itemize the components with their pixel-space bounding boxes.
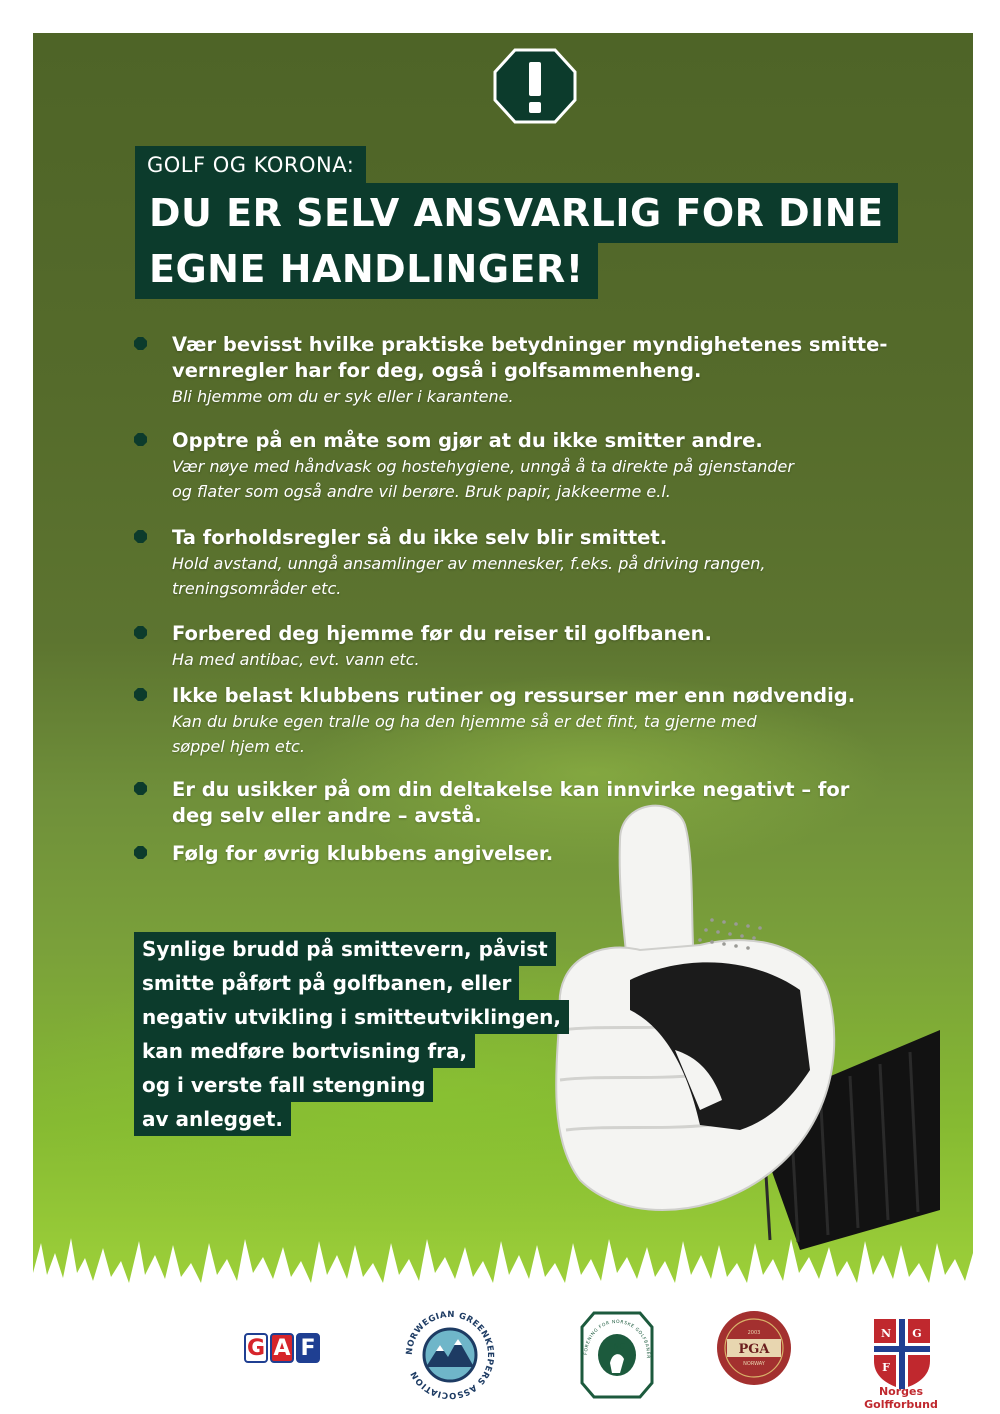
callout-line: kan medføre bortvisning fra, — [134, 1034, 475, 1068]
callout-line: smitte påført på golfbanen, eller — [134, 966, 519, 1000]
ngf-name — [856, 1385, 946, 1411]
fng-ring-text: FORENING FOR NORSKE GOLFBANER — [583, 1319, 651, 1360]
gaf-letter: F — [296, 1333, 320, 1363]
guideline-title: Ta forholdsregler så du ikke selv blir smittet. — [172, 526, 668, 549]
guideline-title: Vær bevisst hvilke praktiske betydninger myndighetenes smitte- — [172, 333, 888, 356]
sponsor-logos — [0, 1301, 1000, 1414]
guideline-title: Ikke belast klubbens rutiner og ressurser mer enn nødvendig. — [172, 684, 856, 707]
poster-panel — [33, 33, 973, 1301]
ngf-name-line: Golfforbund — [864, 1398, 938, 1411]
warning-callout — [134, 932, 569, 1136]
kicker-label: GOLF OG KORONA: — [135, 146, 366, 184]
guideline-item — [134, 621, 894, 683]
octagon-bullet-icon — [134, 782, 147, 795]
guideline-detail: Vær nøye med håndvask og hostehygiene, unngå å ta direkte på gjenstander — [172, 457, 794, 476]
guideline-item — [134, 525, 894, 621]
gaf-logo — [244, 1333, 320, 1363]
octagon-bullet-icon — [134, 688, 147, 701]
guideline-title: Opptre på en måte som gjør at du ikke smitter andre. — [172, 429, 763, 452]
octagon-bullet-icon — [134, 433, 147, 446]
guideline-title: Følg for øvrig klubbens angivelser. — [172, 842, 554, 865]
guideline-detail: søppel hjem etc. — [172, 737, 305, 756]
headline-line-2: EGNE HANDLINGER! — [135, 239, 598, 299]
norwegian-greenkeepers-logo — [402, 1307, 498, 1403]
octagon-bullet-icon — [134, 846, 147, 859]
ngf-letter: F — [882, 1361, 890, 1374]
guideline-item — [134, 332, 894, 428]
guideline-detail: og flater som også andre vil berøre. Bruk papir, jakkeerme e.l. — [172, 482, 671, 501]
guideline-detail: Kan du bruke egen tralle og ha den hjemme så er det fint, ta gjerne med — [172, 712, 757, 731]
guideline-title: deg selv eller andre – avstå. — [172, 804, 482, 827]
gaf-letter: G — [244, 1333, 268, 1363]
pga-norway-logo — [715, 1309, 793, 1387]
pga-label: PGA — [738, 1342, 770, 1357]
grass-silhouette — [33, 1233, 973, 1301]
guideline-title: vernregler har for deg, også i golfsammenheng. — [172, 359, 702, 382]
callout-line: av anlegget. — [134, 1102, 291, 1136]
headline-line-1: DU ER SELV ANSVARLIG FOR DINE — [135, 183, 898, 243]
gaf-letter: A — [270, 1333, 294, 1363]
fng-logo — [580, 1307, 654, 1403]
callout-line: negativ utvikling i smitteutviklingen, — [134, 1000, 569, 1034]
pga-year: 2003 — [747, 1330, 761, 1336]
fng-label: FNG — [608, 1342, 626, 1351]
exclamation-octagon-icon — [493, 48, 577, 124]
octagon-bullet-icon — [134, 530, 147, 543]
guideline-title: Er du usikker på om din deltakelse kan innvirke negativt – for — [172, 778, 850, 801]
guideline-title: Forbered deg hjemme før du reiser til golfbanen. — [172, 622, 712, 645]
ngf-name-line: Norges — [878, 1385, 924, 1398]
guideline-detail: Hold avstand, unngå ansamlinger av mennesker, f.eks. på driving rangen, — [172, 554, 766, 573]
guideline-item — [134, 428, 894, 525]
callout-line: og i verste fall stengning — [134, 1068, 433, 1102]
octagon-bullet-icon — [134, 626, 147, 639]
guideline-detail: Ha med antibac, evt. vann etc. — [172, 650, 420, 669]
octagon-bullet-icon — [134, 337, 147, 350]
pga-country: NORWAY — [743, 1361, 765, 1367]
greenkeepers-ring-text: NORWEGIAN GREENKEEPERS ASSOCIATION — [404, 1309, 496, 1401]
guideline-item — [134, 683, 894, 777]
ngf-letter: G — [912, 1327, 922, 1340]
guideline-detail: treningsområder etc. — [172, 579, 342, 598]
callout-line: Synlige brudd på smittevern, påvist — [134, 932, 556, 966]
ngf-letter: N — [880, 1327, 892, 1340]
guideline-detail: Bli hjemme om du er syk eller i karantene. — [172, 387, 514, 406]
